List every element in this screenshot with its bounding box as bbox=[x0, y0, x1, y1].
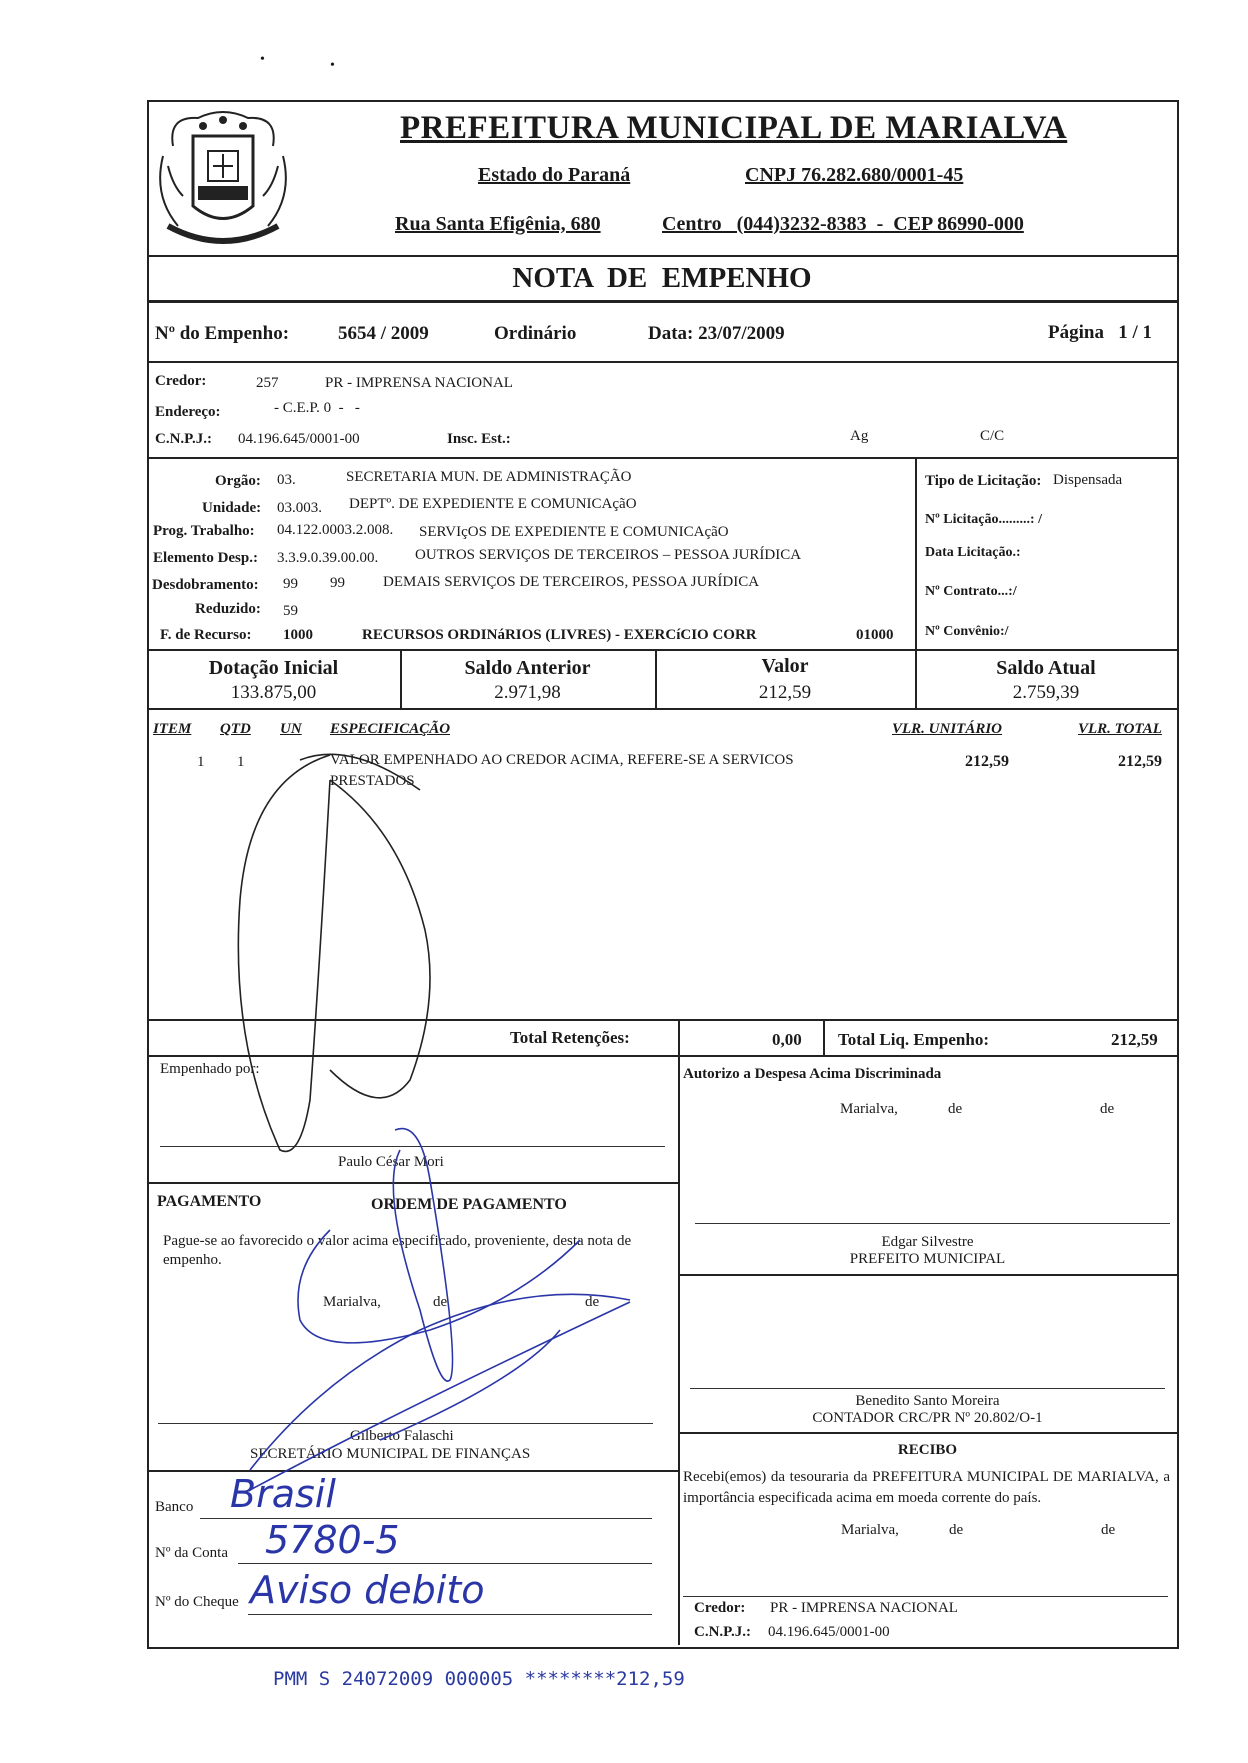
empenhado-por-label: Empenhado por: bbox=[160, 1061, 260, 1077]
secretario-role: SECRETÁRIO MUNICIPAL DE FINANÇAS bbox=[250, 1446, 531, 1462]
recibo-city: Marialva, bbox=[841, 1522, 899, 1538]
total-liquido-label: Total Liq. Empenho: bbox=[838, 1030, 989, 1049]
pagamento-de-1: de bbox=[433, 1294, 448, 1310]
item-spec-line-2: PRESTADOS bbox=[330, 773, 415, 789]
prog-trabalho-label: Prog. Trabalho: bbox=[153, 523, 255, 539]
recibo-cnpj-value: 04.196.645/0001-00 bbox=[768, 1624, 890, 1640]
unidade-label: Unidade: bbox=[202, 500, 262, 516]
pagamento-label: PAGAMENTO bbox=[157, 1193, 262, 1210]
total-liquido-value: 212,59 bbox=[1111, 1030, 1158, 1049]
endereco-label: Endereço: bbox=[155, 404, 221, 420]
recibo-cnpj-label: C.N.P.J.: bbox=[694, 1624, 751, 1640]
orgao-name: SECRETARIA MUN. DE ADMINISTRAÇÃO bbox=[346, 469, 632, 485]
empenhado-por-name: Paulo César Mori bbox=[338, 1154, 444, 1170]
prog-trabalho-code: 04.122.0003.2.008. bbox=[277, 522, 394, 538]
autorizo-label: Autorizo a Despesa Acima Discriminada bbox=[683, 1066, 942, 1082]
data-licitacao-label: Data Licitação.: bbox=[925, 545, 1021, 560]
dotacao-inicial-value: 133.875,00 bbox=[230, 682, 317, 703]
conta-value: 5780-5 bbox=[265, 1518, 400, 1562]
dotacao-inicial-label: Dotação Inicial bbox=[208, 657, 339, 679]
conta-corrente-label: C/C bbox=[980, 428, 1005, 444]
saldo-atual-value: 2.759,39 bbox=[1012, 682, 1080, 703]
fonte-recurso-code-2: 01000 bbox=[856, 627, 894, 643]
column-unit-price-header: VLR. UNITÁRIO bbox=[892, 721, 1003, 737]
elemento-label: Elemento Desp.: bbox=[153, 550, 258, 566]
document-title: NOTA DE EMPENHO bbox=[512, 262, 812, 294]
item-unit-price: 212,59 bbox=[965, 753, 1009, 770]
page-title: PREFEITURA MUNICIPAL DE MARIALVA bbox=[400, 110, 1068, 146]
valor-label: Valor bbox=[761, 655, 809, 677]
column-qtd-header: QTD bbox=[220, 721, 251, 737]
fonte-recurso-label: F. de Recurso: bbox=[160, 627, 252, 643]
total-retencoes-value: 0,00 bbox=[772, 1030, 802, 1049]
item-total: 212,59 bbox=[1118, 753, 1162, 770]
address-label: Rua Santa Efigênia, 680 bbox=[395, 213, 601, 235]
desdobramento-name: DEMAIS SERVIÇOS DE TERCEIROS, PESSOA JURÍDICA bbox=[383, 574, 760, 590]
autorizo-de-1: de bbox=[948, 1101, 963, 1117]
machine-stamp: PMM S 24072009 000005 ********212,59 bbox=[273, 1668, 685, 1690]
credor-name: PR - IMPRENSA NACIONAL bbox=[325, 375, 513, 391]
autorizo-de-2: de bbox=[1100, 1101, 1115, 1117]
reduzido-value: 59 bbox=[283, 603, 298, 619]
valor-value: 212,59 bbox=[758, 682, 812, 703]
recibo-text: Recebi(emos) da tesouraria da PREFEITURA MUNICIPAL DE MARIALVA, a importância especificada acima em moeda corrente do país. bbox=[683, 1469, 1170, 1506]
orgao-code: 03. bbox=[277, 472, 296, 488]
banco-value: Brasil bbox=[230, 1472, 336, 1516]
empenho-number: 5654 / 2009 bbox=[338, 323, 429, 344]
autorizo-city: Marialva, bbox=[840, 1101, 898, 1117]
column-item-header: ITEM bbox=[153, 721, 192, 737]
cnpj-credor-value: 04.196.645/0001-00 bbox=[238, 431, 360, 447]
pagamento-text: Pague-se ao favorecido o valor acima especificado, proveniente, desta nota de empenho. bbox=[163, 1233, 632, 1268]
reduzido-label: Reduzido: bbox=[195, 601, 261, 617]
page-number: Página 1 / 1 bbox=[1048, 322, 1152, 343]
prog-trabalho-name: SERVIçOS DE EXPEDIENTE E COMUNICAçãO bbox=[419, 524, 729, 540]
column-spec-header: ESPECIFICAÇÃO bbox=[330, 721, 451, 737]
item-spec-line-1: VALOR EMPENHADO AO CREDOR ACIMA, REFERE-SE A SERVICOS bbox=[330, 752, 794, 768]
empenho-type: Ordinário bbox=[494, 323, 577, 344]
contact-label: Centro (044)3232-8383 - CEP 86990-000 bbox=[662, 213, 1024, 235]
total-retencoes-label: Total Retenções: bbox=[510, 1028, 630, 1047]
secretario-name: Gilberto Falaschi bbox=[350, 1428, 454, 1444]
pagamento-de-2: de bbox=[585, 1294, 600, 1310]
desdobramento-code-1: 99 bbox=[283, 576, 298, 592]
saldo-anterior-value: 2.971,98 bbox=[494, 682, 561, 703]
recibo-label: RECIBO bbox=[897, 1442, 958, 1458]
numero-convenio-label: Nº Convênio:/ bbox=[925, 624, 1009, 639]
scan-speck: • bbox=[330, 58, 335, 73]
endereco-value: - C.E.P. 0 - - bbox=[274, 400, 360, 416]
credor-label: Credor: bbox=[155, 373, 207, 389]
recibo-credor-value: PR - IMPRENSA NACIONAL bbox=[770, 1600, 958, 1616]
orgao-label: Orgão: bbox=[215, 473, 261, 489]
numero-licitacao-label: Nº Licitação.........: / bbox=[925, 512, 1042, 527]
municipal-coat-of-arms-icon bbox=[153, 106, 293, 256]
elemento-name: OUTROS SERVIÇOS DE TERCEIROS – PESSOA JURÍDICA bbox=[415, 547, 802, 563]
fonte-recurso-name: RECURSOS ORDINáRIOS (LIVRES) - EXERCíCIO CORR bbox=[362, 627, 757, 643]
pagamento-city: Marialva, bbox=[323, 1294, 381, 1310]
banco-label: Banco bbox=[155, 1499, 194, 1515]
unidade-code: 03.003. bbox=[277, 500, 322, 516]
tipo-licitacao-value: Dispensada bbox=[1053, 472, 1123, 488]
saldo-atual-label: Saldo Atual bbox=[996, 657, 1096, 679]
tipo-licitacao-label: Tipo de Licitação: bbox=[925, 473, 1042, 489]
cheque-label: Nº do Cheque bbox=[155, 1594, 239, 1610]
item-quantity: 1 bbox=[237, 754, 245, 770]
scan-speck: • bbox=[260, 52, 265, 67]
prefeito-role: PREFEITO MUNICIPAL bbox=[849, 1251, 1006, 1267]
column-un-header: UN bbox=[280, 721, 302, 737]
cnpj-credor-label: C.N.P.J.: bbox=[155, 431, 212, 447]
ordem-pagamento-label: ORDEM DE PAGAMENTO bbox=[371, 1196, 567, 1213]
numero-contrato-label: Nº Contrato...:/ bbox=[925, 584, 1017, 599]
unidade-name: DEPTº. DE EXPEDIENTE E COMUNICAçãO bbox=[349, 496, 637, 512]
contador-name: Benedito Santo Moreira bbox=[855, 1393, 1000, 1409]
prefeito-name: Edgar Silvestre bbox=[881, 1234, 974, 1250]
item-number: 1 bbox=[197, 754, 205, 770]
cnpj-label: CNPJ 76.282.680/0001-45 bbox=[745, 164, 964, 186]
elemento-code: 3.3.9.0.39.00.00. bbox=[277, 550, 379, 566]
contador-role: CONTADOR CRC/PR Nº 20.802/O-1 bbox=[812, 1410, 1043, 1426]
empenho-date: Data: 23/07/2009 bbox=[648, 323, 785, 344]
credor-code: 257 bbox=[256, 375, 279, 391]
recibo-de-1: de bbox=[949, 1522, 964, 1538]
desdobramento-label: Desdobramento: bbox=[152, 577, 259, 593]
insc-est-label: Insc. Est.: bbox=[447, 431, 511, 447]
desdobramento-code-2: 99 bbox=[330, 575, 345, 591]
empenho-number-label: Nº do Empenho: bbox=[155, 323, 290, 344]
fonte-recurso-code: 1000 bbox=[283, 627, 313, 643]
cheque-value: Aviso debito bbox=[250, 1568, 485, 1612]
recibo-de-2: de bbox=[1101, 1522, 1116, 1538]
agencia-label: Ag bbox=[850, 428, 869, 444]
state-label: Estado do Paraná bbox=[478, 164, 631, 186]
conta-label: Nº da Conta bbox=[155, 1545, 228, 1561]
column-total-header: VLR. TOTAL bbox=[1078, 721, 1162, 737]
saldo-anterior-label: Saldo Anterior bbox=[464, 657, 591, 679]
recibo-credor-label: Credor: bbox=[694, 1600, 746, 1616]
